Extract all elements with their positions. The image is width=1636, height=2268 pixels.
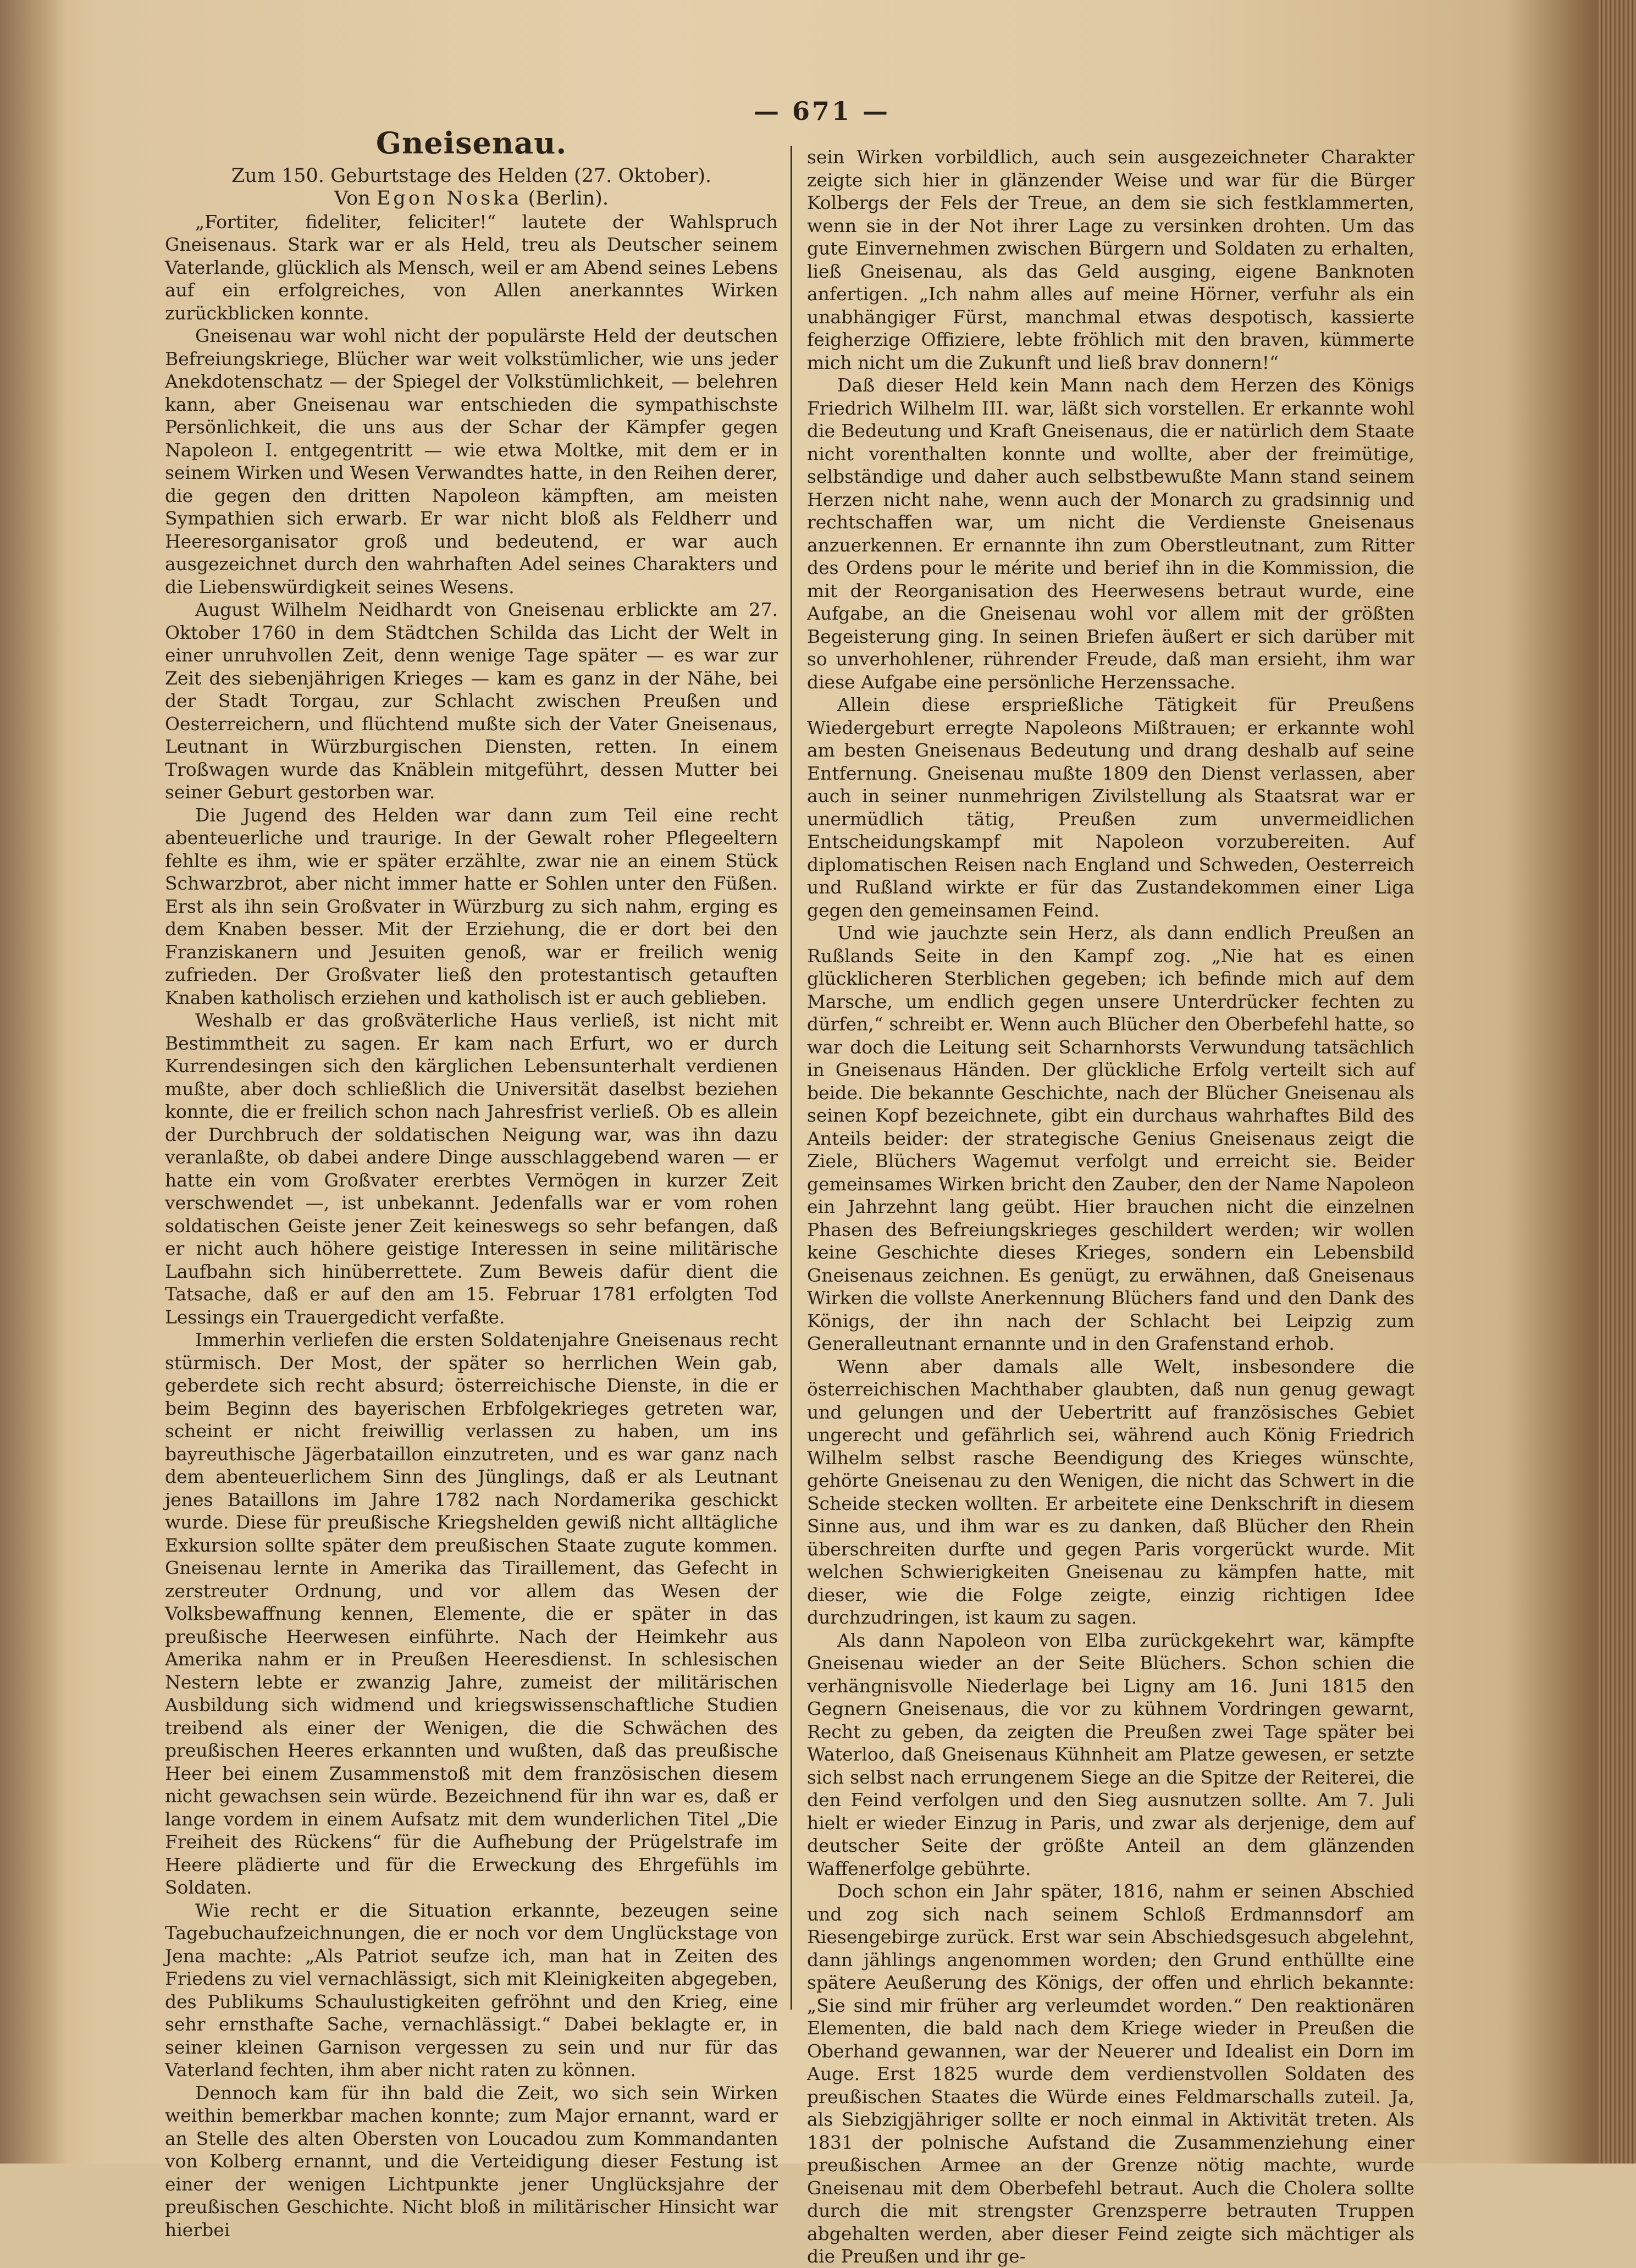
paragraph: Doch schon ein Jahr später, 1816, nahm er seinen Abschied und zog sich nach seinem Schloß Erdmannsdorf am Riesengebirge zurück. Erst war sein Abschiedsgesuch abgelehnt, dann jählings angenommen worden; den Grund enthüllte eine spätere Aeußerung des Königs, der offen und ehrlich bekannte: „Sie sind mir früher arg verleumdet worden.“ Den reaktionären Elementen, die bald nach dem Kriege wieder in Preußen die Oberhand gewannen, war der Neuerer und Idealist ein Dorn im Auge. Erst 1825 wurde dem verdienstvollen Soldaten des preußischen Staates die Würde eines Feldmarschalls zuteil. Ja, als Siebzigjähriger sollte er noch einmal in Aktivität treten. Als 1831 der polnische Aufstand die Zusammenziehung einer preußischen Armee an der Grenze nötig machte, wurde Gneisenau mit dem Oberbefehl betraut. Auch die Cholera sollte durch die mit strengster Grenzsperre betrauten Truppen abgehalten werden, aber dieser Feind zeigte sich mächtiger als die Preußen und ihr ge- <box>807 1880 1414 2267</box>
paragraph: Daß dieser Held kein Mann nach dem Herzen des Königs Friedrich Wilhelm III. war, läßt sich vorstellen. Er erkannte wohl die Bedeutung und Kraft Gneisenaus, die er natürlich dem Staate nicht vorenthalten konnte und wollte, aber der freimütige, selbständige und daher auch selbstbewußte Mann stand seinem Herzen nicht nahe, wenn auch der Monarch zu gradsinnig und rechtschaffen war, um nicht die Verdienste Gneisenaus anzuerkennen. Er ernannte ihn zum Oberstleutnant, zum Ritter des Ordens pour le mérite und berief ihn in die Kommission, die mit der Reorganisation des Heerwesens betraut wurde, eine Aufgabe, an die Gneisenau wohl vor allem mit der größten Begeisterung ging. In seinen Briefen äußert er sich darüber mit so unverhohlener, rührender Freude, daß man ersieht, ihm war diese Aufgabe eine persönliche Herzenssache. <box>807 374 1414 693</box>
paragraph: Weshalb er das großväterliche Haus verließ, ist nicht mit Bestimmtheit zu sagen. Er kam nach Erfurt, wo er durch Kurrendesingen sich den kärglichen Lebensunterhalt verdienen mußte, aber doch schließlich die Universität daselbst beziehen konnte, die er freilich schon nach Jahresfrist verließ. Ob es allein der Durchbruch der soldatischen Neigung war, was ihn dazu veranlaßte, ob dabei andere Dinge ausschlaggebend waren — er hatte ein vom Großvater ererbtes Vermögen in kurzer Zeit verschwendet —, ist unbekannt. Jedenfalls war er vom rohen soldatischen Geiste jener Zeit keineswegs so sehr befangen, daß er nicht auch höhere geistige Interessen in seine militärische Laufbahn sich hinüberrettete. Zum Beweis dafür dient die Tatsache, daß er auf den am 15. Februar 1781 erfolgten Tod Lessings ein Trauergedicht verfaßte. <box>165 1009 778 1328</box>
paragraph: Wie recht er die Situation erkannte, bezeugen seine Tagebuchaufzeichnungen, die er noch vor dem Unglückstage von Jena machte: „Als Patriot seufze ich, man hat in Zeiten des Friedens zu viel vernachlässigt, sich mit Kleinigkeiten abgegeben, des Publikums Schaulustigkeiten gefröhnt und den Krieg, eine sehr ernsthafte Sache, vernachlässigt.“ Dabei beklagte er, in seiner kleinen Garnison vergessen zu sein und nur für das Vaterland fechten, ihm aber nicht raten zu können. <box>165 1899 778 2081</box>
paragraph: sein Wirken vorbildlich, auch sein ausgezeichneter Charakter zeigte sich hier in glänzender Weise und war für die Bürger Kolbergs der Fels der Treue, an dem sie sich festklammerten, wenn sie in der Not ihrer Lage zu versinken drohten. Um das gute Einvernehmen zwischen Bürgern und Soldaten zu erhalten, ließ Gneisenau, als das Geld ausging, eigene Banknoten anfertigen. „Ich nahm alles auf meine Hörner, verfuhr als ein unabhängiger Fürst, manchmal etwas despotisch, kassierte feigherzige Offiziere, lebte fröhlich mit den braven, kümmerte mich nicht um die Zukunft und ließ brav donnern!“ <box>807 146 1414 373</box>
page-number: — 671 — <box>753 96 891 126</box>
paragraph: Die Jugend des Helden war dann zum Teil eine recht abenteuerliche und traurige. In der Gewalt roher Pflegeeltern fehlte es ihm, wie er später erzählte, zwar nie an einem Stück Schwarzbrot, aber nicht immer hatte er Sohlen unter den Füßen. Erst als ihn sein Großvater in Würzburg zu sich nahm, erging es dem Knaben besser. Mit der Erziehung, die er dort bei den Franziskanern und Jesuiten genoß, war er freilich wenig zufrieden. Der Großvater ließ den protestantisch getauften Knaben katholisch erziehen und katholisch ist er auch geblieben. <box>165 804 778 1008</box>
paragraph: Als dann Napoleon von Elba zurückgekehrt war, kämpfte Gneisenau wieder an der Seite Blüchers. Schon schien die verhängnisvolle Niederlage bei Ligny am 16. Juni 1815 den Gegnern Gneisenaus, die vor zu kühnem Vordringen gewarnt, Recht zu geben, da zeigten die Preußen zwei Tage später bei Waterloo, daß Gneisenaus Kühnheit am Platze gewesen, er setzte sich selbst nach errungenem Siege an die Spitze der Reiterei, die den Feind verfolgen und den Sieg ausnutzen sollte. Am 7. Juli hielt er wieder Einzug in Paris, und zwar als derjenige, dem auf deutscher Seite der größte Anteil an dem glänzenden Waffenerfolge gebührte. <box>807 1629 1414 1879</box>
paragraph: Immerhin verliefen die ersten Soldatenjahre Gneisenaus recht stürmisch. Der Most, der später so herrlichen Wein gab, geberdete sich recht absurd; österreichische Dienste, in die er beim Beginn des bayerischen Erbfolgekrieges getreten war, scheint er nicht freiwillig verlassen zu haben, um ins bayreuthische Jägerbataillon einzutreten, und es war ganz nach dem abenteuerlichem Sinn des Jünglings, daß er als Leutnant jenes Bataillons im Jahre 1782 nach Nordamerika geschickt wurde. Diese für preußische Kriegshelden gewiß nicht alltägliche Exkursion sollte später dem preußischen Staate zugute kommen. Gneisenau lernte in Amerika das Tiraillement, das Gefecht in zerstreuter Ordnung, und vor allem das Wesen der Volksbewaffnung kennen, Elemente, die er später in das preußische Heerwesen einführte. Nach der Heimkehr aus Amerika nahm er in Preußen Heeresdienst. In schlesischen Nestern lebte er zwanzig Jahre, zumeist der militärischen Ausbildung sich widmend und kriegswissenschaftliche Studien treibend als einer der Wenigen, die die Schwächen des preußischen Heeres erkannten und wußten, daß das preußische Heer bei einem Zusammenstoß mit dem französischen diesem nicht gewachsen sein würde. Bezeichnend für ihn war es, daß er lange vordem in einem Aufsatz mit dem wunderlichen Titel „Die Freiheit des Rückens“ für die Aufhebung der Prügelstrafe im Heere plädierte und für die Erweckung des Ehrgefühls im Soldaten. <box>165 1329 778 1898</box>
book-spine-shadow <box>0 0 66 2164</box>
page-edge-strip <box>1598 0 1636 2164</box>
article-title: Gneisenau. <box>375 125 567 161</box>
author-name: Egon Noska <box>376 187 522 209</box>
article-subtitle: Zum 150. Geburtstage des Helden (27. Oktober). <box>231 164 712 187</box>
paragraph: Allein diese ersprießliche Tätigkeit für Preußens Wiedergeburt erregte Napoleons Mißtrauen; er erkannte wohl am besten Gneisenaus Bedeutung und drang deshalb auf seine Entfernung. Gneisenau mußte 1809 den Dienst verlassen, aber auch in seiner nunmehrigen Zivilstellung als Staatsrat war er unermüdlich tätig, Preußen zum unvermeidlichen Entscheidungskampf mit Napoleon vorzubereiten. Auf diplomatischen Reisen nach England und Schweden, Oesterreich und Rußland wirkte er für das Zustandekommen einer Liga gegen den gemeinsamen Feind. <box>807 694 1414 921</box>
column-divider <box>791 146 792 2010</box>
byline-suffix: (Berlin). <box>528 187 609 209</box>
paragraph: August Wilhelm Neidhardt von Gneisenau erblickte am 27. Oktober 1760 in dem Städtchen Schilda das Licht der Welt in einer unruhvollen Zeit, denn wenige Tage später — es war zur Zeit des siebenjährigen Krieges — kam es ganz in der Nähe, bei der Stadt Torgau, zur Schlacht zwischen Preußen und Oesterreichern, und flüchtend mußte sich der Vater Gneisenaus, Leutnant in Würzburgischen Diensten, retten. In einem Troßwagen wurde das Knäblein mitgeführt, dessen Mutter bei seiner Geburt gestorben war. <box>165 599 778 803</box>
paragraph: Dennoch kam für ihn bald die Zeit, wo sich sein Wirken weithin bemerkbar machen konnte; zum Major ernannt, ward er an Stelle des alten Obersten von Loucadou zum Kommandanten von Kolberg ernannt, und die Verteidigung dieser Festung ist einer der wenigen Lichtpunkte jener Unglücksjahre der preußischen Geschichte. Nicht bloß in militärischer Hinsicht war hierbei <box>165 2082 778 2241</box>
left-column <box>165 125 778 2241</box>
byline-prefix: Von <box>334 187 371 209</box>
article-byline <box>165 187 778 211</box>
paragraph: Wenn aber damals alle Welt, insbesondere die österreichischen Machthaber glaubten, daß nun genug gewagt und gelungen und der Uebertritt auf französisches Gebiet ungerecht und gefährlich sei, während auch König Friedrich Wilhelm selbst rasche Beendigung des Krieges wünschte, gehörte Gneisenau zu den Wenigen, die nicht das Schwert in die Scheide stecken wollten. Er arbeitete eine Denkschrift in diesem Sinne aus, und ihm war es zu danken, daß Blücher den Rhein überschreiten durfte und gegen Paris vorgerückt wurde. Mit welchen Schwierigkeiten Gneisenau zu kämpfen hatte, mit dieser, wie die Folge zeigte, einzig richtigen Idee durchzudringen, ist kaum zu sagen. <box>807 1355 1414 1628</box>
right-column <box>807 146 1414 2268</box>
paragraph: „Fortiter, fideliter, feliciter!“ lautete der Wahlspruch Gneisenaus. Stark war er als Held, treu als Deutscher seinem Vaterlande, glücklich als Mensch, weil er am Abend seines Lebens auf ein erfolgreiches, von Allen anerkanntes Wirken zurückblicken konnte. <box>165 211 778 324</box>
paragraph: Und wie jauchzte sein Herz, als dann endlich Preußen an Rußlands Seite in den Kampf zog. „Nie hat es einen glücklicheren Sterblichen gegeben; ich befinde mich auf dem Marsche, um endlich gegen unsere Unterdrücker fechten zu dürfen,“ schreibt er. Wenn auch Blücher den Oberbefehl hatte, so war doch die Leitung seit Scharnhorsts Verwundung tatsächlich in Gneisenaus Händen. Der glückliche Erfolg verteilt sich auf beide. Die bekannte Geschichte, nach der Blücher Gneisenau als seinen Kopf bezeichnete, gibt ein durchaus wahrhaftes Bild des Anteils beider: der strategische Genius Gneisenaus zeigt die Ziele, Blüchers Wagemut verfolgt und erreicht sie. Beider gemeinsames Wirken bricht den Zauber, den der Name Napoleon ein Jahrzehnt lang geübt. Hier brauchen nicht die einzelnen Phasen des Befreiungskrieges geschildert werden; wir wollen keine Geschichte dieses Krieges, sondern ein Lebensbild Gneisenaus zeichnen. Es genügt, zu erwähnen, daß Gneisenaus Wirken die vollste Anerkennung Blüchers fand und den Dank des Königs, der ihn nach der Schlacht bei Leipzig zum Generalleutnant ernannte und in den Grafenstand erhob. <box>807 922 1414 1354</box>
paragraph: Gneisenau war wohl nicht der populärste Held der deutschen Befreiungskriege, Blücher war weit volkstümlicher, wie uns jeder Anekdotenschatz — der Spiegel der Volkstümlichkeit, — belehren kann, aber Gneisenau war entschieden die sympathischste Persönlichkeit, die uns aus der Schar der Kämpfer gegen Napoleon I. entgegentritt — wie etwa Moltke, mit dem er in seinem Wirken und Wesen Verwandtes hatte, in den Reihen derer, die gegen den dritten Napoleon kämpften, am meisten Sympathien sich erwarb. Er war nicht bloß als Feldherr und Heeresorganisator groß und bedeutend, er war auch ausgezeichnet durch den wahrhaften Adel seines Charakters und die Liebenswürdigkeit seines Wesens. <box>165 325 778 598</box>
